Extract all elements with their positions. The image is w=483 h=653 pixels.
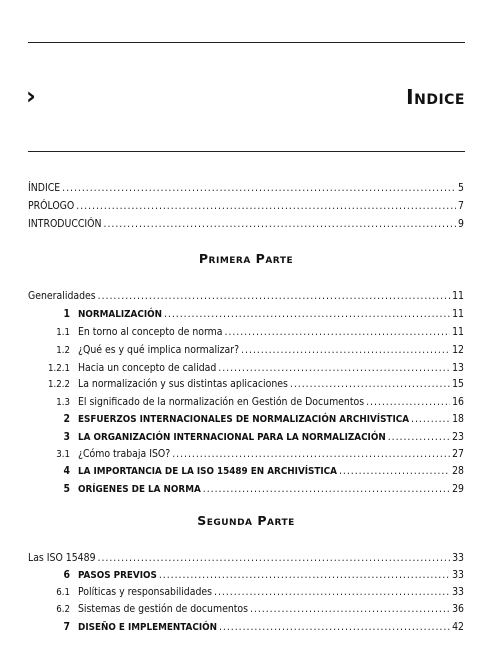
toc-page-number: 27 <box>452 448 464 460</box>
leader-dots <box>225 324 451 340</box>
top-rule <box>28 42 465 43</box>
toc-label: Las ISO 15489 <box>28 552 96 564</box>
leader-dots <box>250 601 450 617</box>
toc-entry[interactable] <box>28 288 464 304</box>
part-heading-2: Segunda Parte <box>197 513 295 528</box>
toc-section-number: 6 <box>63 569 70 581</box>
leader-dots <box>411 411 450 427</box>
toc-page-number: 5 <box>458 182 464 194</box>
toc-label: El significado de la normalización en Gestión de Documentos <box>78 396 365 408</box>
toc-label: Sistemas de gestión de documentos <box>78 603 248 615</box>
toc-entry[interactable] <box>28 342 464 358</box>
toc-page-number: 11 <box>452 326 464 338</box>
leader-dots <box>164 306 450 322</box>
leader-dots <box>203 481 450 497</box>
leader-dots <box>219 619 450 635</box>
toc-entry[interactable] <box>28 306 464 322</box>
toc-page-number: 12 <box>452 344 464 356</box>
toc-label: ÍNDICE <box>28 182 61 194</box>
leader-dots <box>388 429 450 445</box>
toc-label: INTRODUCCIÓN <box>28 218 102 230</box>
toc-label: La normalización y sus distintas aplicaciones <box>78 378 288 390</box>
toc-label: ESFUERZOS INTERNACIONALES DE NORMALIZACIÓN ARCHIVÍSTICA <box>78 414 410 425</box>
toc-section-number: 6.1 <box>56 587 70 598</box>
leader-dots <box>98 550 451 566</box>
toc-section-number: 4 <box>63 465 70 477</box>
toc-entry-introduccion[interactable] <box>28 216 464 232</box>
toc-page-number: 15 <box>452 378 464 390</box>
toc-section-number: 5 <box>63 483 70 495</box>
leader-dots <box>241 342 450 358</box>
toc-label: ORÍGENES DE LA NORMA <box>78 484 201 495</box>
toc-label: Hacia un concepto de calidad <box>78 362 217 374</box>
toc-entry[interactable] <box>28 463 464 479</box>
toc-entry[interactable] <box>28 394 464 410</box>
toc-page-number: 36 <box>452 603 464 615</box>
toc-entry[interactable] <box>28 619 464 635</box>
toc-section-number: 1.2.1 <box>48 363 70 374</box>
toc-section-number: 1.1 <box>56 327 70 338</box>
toc-entry[interactable] <box>28 446 464 462</box>
part-heading-1: Primera Parte <box>198 251 294 266</box>
toc-section-number: 3.1 <box>56 449 70 460</box>
toc-entry[interactable] <box>28 567 464 583</box>
toc-label: PRÓLOGO <box>28 200 75 212</box>
toc-section-number: 3 <box>63 431 70 443</box>
toc-section-number: 7 <box>63 621 70 633</box>
toc-label: En torno al concepto de norma <box>78 326 223 338</box>
toc-section-number: 1 <box>63 308 70 320</box>
toc-page-number: 11 <box>452 290 464 302</box>
leader-dots <box>62 180 456 196</box>
leader-dots <box>76 198 456 214</box>
toc-label: LA IMPORTANCIA DE LA ISO 15489 EN ARCHIVÍSTICA <box>78 466 337 477</box>
toc-label: ¿Cómo trabaja ISO? <box>78 448 171 460</box>
toc-page-number: 18 <box>452 413 464 425</box>
toc-page-number: 29 <box>452 483 464 495</box>
toc-label: PASOS PREVIOS <box>78 570 157 581</box>
leader-dots <box>214 584 450 600</box>
toc-page-number: 9 <box>458 218 464 230</box>
toc-section-number: 1.3 <box>56 397 70 408</box>
toc-page-number: 23 <box>452 431 464 443</box>
leader-dots <box>290 376 450 392</box>
toc-entry[interactable] <box>28 550 464 566</box>
leader-dots <box>159 567 450 583</box>
toc-page-number: 33 <box>452 586 464 598</box>
toc-entry-indice[interactable] <box>28 180 464 196</box>
chevron-right-icon: › <box>26 82 36 110</box>
toc-page-number: 33 <box>452 552 464 564</box>
leader-dots <box>339 463 450 479</box>
leader-dots <box>218 360 450 376</box>
toc-page-number: 7 <box>458 200 464 212</box>
toc-label: ¿Qué es y qué implica normalizar? <box>78 344 240 356</box>
toc-label: Políticas y responsabilidades <box>78 586 213 598</box>
toc-page-number: 28 <box>452 465 464 477</box>
toc-label: NORMALIZACIÓN <box>78 309 162 320</box>
leader-dots <box>366 394 450 410</box>
toc-entry[interactable] <box>28 411 464 427</box>
toc-label: Generalidades <box>28 290 96 302</box>
toc-section-number: 1.2 <box>56 345 70 356</box>
toc-label: DISEÑO E IMPLEMENTACIÓN <box>78 622 217 633</box>
toc-section-number: 2 <box>63 413 70 425</box>
toc-section-number: 6.2 <box>56 604 70 615</box>
toc-page-number: 42 <box>452 621 464 633</box>
toc-entry[interactable] <box>28 429 464 445</box>
leader-dots <box>172 446 450 462</box>
leader-dots <box>104 216 457 232</box>
toc-entry[interactable] <box>28 360 464 376</box>
toc-entry-prologo[interactable] <box>28 198 464 214</box>
toc-page-number: 16 <box>452 396 464 408</box>
page-title: Indice <box>406 85 465 109</box>
toc-entry[interactable] <box>28 376 464 392</box>
leader-dots <box>98 288 450 304</box>
toc-page-number: 11 <box>452 308 464 320</box>
toc-page-number: 13 <box>452 362 464 374</box>
toc-section-number: 1.2.2 <box>48 379 70 390</box>
toc-label: LA ORGANIZACIÓN INTERNACIONAL PARA LA NORMALIZACIÓN <box>78 432 386 443</box>
toc-entry[interactable] <box>28 324 464 340</box>
toc-entry[interactable] <box>28 584 464 600</box>
title-rule <box>28 151 465 152</box>
toc-page-number: 33 <box>452 569 464 581</box>
toc-entry[interactable] <box>28 481 464 497</box>
toc-entry[interactable] <box>28 601 464 617</box>
